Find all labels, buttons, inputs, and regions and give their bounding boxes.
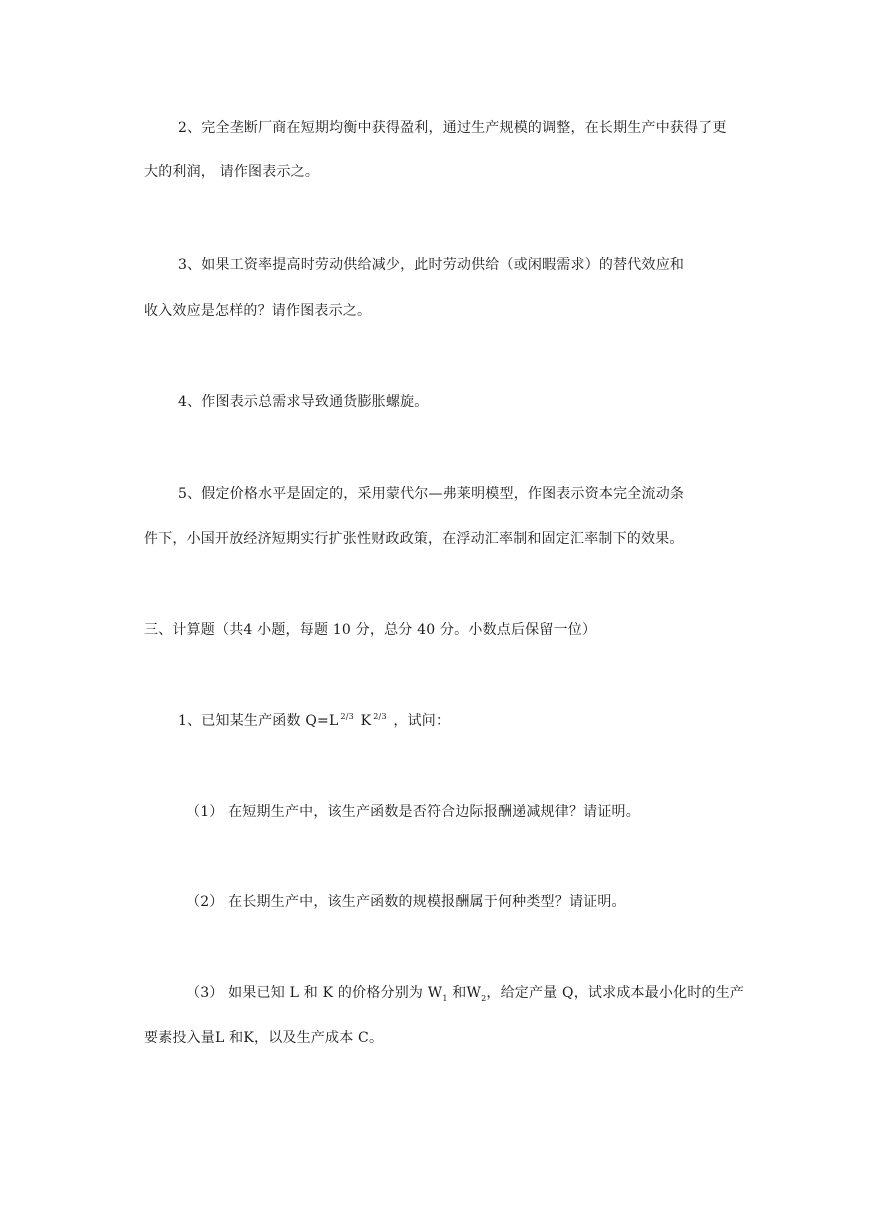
- sub-question-1: （1） 在短期生产中，该生产函数是否符合边际报酬递减规律？请证明。: [186, 804, 640, 820]
- sub-question-3-line-2: 要素投入量L 和K，以及生产成本 C。: [144, 1030, 384, 1046]
- w-index-1: 1: [442, 993, 448, 1003]
- calc-1-mid: K: [355, 713, 372, 729]
- calc-1-prefix: 1、已知某生产函数 Q=L: [178, 713, 339, 729]
- question-2-line-2: 大的利润， 请作图表示之。: [144, 164, 320, 180]
- question-3-line-1: 3、如果工资率提高时劳动供给减少，此时劳动供给（或闲暇需求）的替代效应和: [178, 257, 685, 273]
- question-5-line-2: 件下，小国开放经济短期实行扩张性财政政策，在浮动汇率制和固定汇率制下的效果。: [144, 531, 684, 547]
- calc-1-suffix: ，试问：: [388, 713, 451, 729]
- exponent-k: 2/3: [373, 712, 387, 722]
- w-index-2: 2: [481, 993, 487, 1003]
- sub-3-suffix: ，给定产量 Q，试求成本最小化时的生产: [486, 985, 745, 1001]
- question-4-line-1: 4、作图表示总需求导致通货膨胀螺旋。: [178, 394, 429, 410]
- question-2-line-1: 2、完全垄断厂商在短期均衡中获得盈利，通过生产规模的调整，在长期生产中获得了更: [178, 120, 727, 136]
- question-5-line-1: 5、假定价格水平是固定的，采用蒙代尔—弗莱明模型，作图表示资本完全流动条: [178, 486, 685, 502]
- exponent-l: 2/3: [340, 712, 354, 722]
- sub-3-prefix: （3） 如果已知 L 和 K 的价格分别为 W: [186, 985, 443, 1001]
- section-3-heading: 三、计算题（共4 小题，每题 10 分，总分 40 分。小数点后保留一位）: [144, 622, 597, 638]
- calc-question-1: [178, 712, 450, 730]
- sub-3-mid: 和W: [447, 985, 482, 1001]
- question-3-line-2: 收入效应是怎样的？请作图表示之。: [144, 303, 372, 319]
- sub-question-3-line-1: [186, 984, 744, 1002]
- sub-question-2: （2） 在长期生产中，该生产函数的规模报酬属于何种类型？请证明。: [186, 894, 626, 910]
